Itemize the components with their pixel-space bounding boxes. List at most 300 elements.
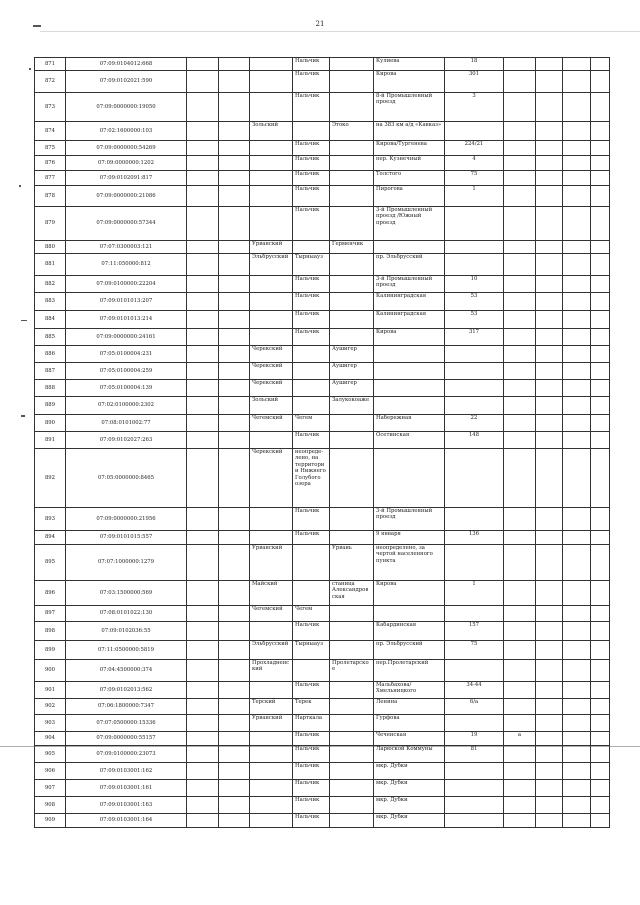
table-row <box>35 449 610 508</box>
empty-cell <box>536 508 563 531</box>
settlement-cell <box>330 780 374 797</box>
row-number-cell: 899 <box>35 641 66 660</box>
city-cell: Нальчик <box>293 508 330 531</box>
empty-cell <box>563 93 591 122</box>
table-row <box>35 171 610 186</box>
city-cell: Нальчик <box>293 329 330 346</box>
row-number-cell: 880 <box>35 241 66 254</box>
building-letter-cell <box>504 660 536 682</box>
row-number-cell: 889 <box>35 397 66 415</box>
empty-cell <box>219 797 250 814</box>
settlement-cell <box>330 449 374 508</box>
row-number-cell: 903 <box>35 715 66 732</box>
empty-cell <box>187 746 219 763</box>
district-cell <box>250 682 293 699</box>
street-cell: 3-й Промышленный проезд <box>374 276 445 293</box>
empty-cell <box>536 622 563 641</box>
building-letter-cell <box>504 58 536 71</box>
cadastral-number-cell: 07:05:0100004:231 <box>66 346 187 363</box>
building-number-cell <box>445 380 504 397</box>
empty-cell <box>591 397 610 415</box>
city-cell: Нальчик <box>293 186 330 207</box>
cadastral-number-cell: 07:09:0100000:22204 <box>66 276 187 293</box>
cadastral-number-cell: 07:09:0102021:590 <box>66 71 187 93</box>
settlement-cell <box>330 699 374 715</box>
empty-cell <box>563 763 591 780</box>
settlement-cell <box>330 141 374 156</box>
building-number-cell <box>445 207 504 241</box>
settlement-cell <box>330 311 374 329</box>
settlement-cell: станица Александровская <box>330 581 374 606</box>
empty-cell <box>187 93 219 122</box>
empty-cell <box>536 346 563 363</box>
empty-cell <box>591 545 610 581</box>
empty-cell <box>591 141 610 156</box>
building-letter-cell <box>504 380 536 397</box>
city-cell: Нальчик <box>293 732 330 746</box>
city-cell: Тырныауз <box>293 254 330 276</box>
empty-cell <box>563 746 591 763</box>
empty-cell <box>591 581 610 606</box>
empty-cell <box>187 380 219 397</box>
empty-cell <box>219 508 250 531</box>
settlement-cell <box>330 432 374 449</box>
building-number-cell <box>445 606 504 622</box>
settlement-cell: Пролетарское <box>330 660 374 682</box>
empty-cell <box>536 380 563 397</box>
settlement-cell <box>330 186 374 207</box>
empty-cell <box>563 293 591 311</box>
empty-cell <box>187 432 219 449</box>
building-number-cell: 81 <box>445 746 504 763</box>
building-number-cell <box>445 508 504 531</box>
empty-cell <box>591 93 610 122</box>
building-letter-cell <box>504 715 536 732</box>
table-row <box>35 715 610 732</box>
empty-cell <box>563 581 591 606</box>
empty-cell <box>536 186 563 207</box>
row-number-cell: 896 <box>35 581 66 606</box>
district-cell: Черекский <box>250 346 293 363</box>
empty-cell <box>591 780 610 797</box>
empty-cell <box>219 715 250 732</box>
district-cell <box>250 508 293 531</box>
district-cell: Черекский <box>250 363 293 380</box>
empty-cell <box>591 660 610 682</box>
city-cell: Терек <box>293 699 330 715</box>
building-number-cell: 18 <box>445 58 504 71</box>
row-number-cell: 885 <box>35 329 66 346</box>
empty-cell <box>187 311 219 329</box>
street-cell: мкр. Дубки <box>374 780 445 797</box>
building-number-cell: 53 <box>445 293 504 311</box>
building-number-cell: 1 <box>445 186 504 207</box>
row-number-cell: 907 <box>35 780 66 797</box>
building-letter-cell <box>504 682 536 699</box>
city-cell: Нальчик <box>293 622 330 641</box>
empty-cell <box>219 241 250 254</box>
district-cell <box>250 432 293 449</box>
district-cell <box>250 797 293 814</box>
empty-cell <box>187 363 219 380</box>
street-cell: Чеченская <box>374 732 445 746</box>
district-cell: Зольский <box>250 397 293 415</box>
empty-cell <box>536 545 563 581</box>
table-row <box>35 699 610 715</box>
street-cell: пр. Эльбрусский <box>374 254 445 276</box>
building-letter-cell <box>504 346 536 363</box>
empty-cell <box>219 622 250 641</box>
cadastral-number-cell: 07:08:0101002:77 <box>66 415 187 432</box>
empty-cell <box>591 241 610 254</box>
empty-cell <box>563 715 591 732</box>
empty-cell <box>219 432 250 449</box>
empty-cell <box>536 254 563 276</box>
empty-cell <box>219 276 250 293</box>
row-number-cell: 882 <box>35 276 66 293</box>
district-cell: Эльбрусский <box>250 641 293 660</box>
building-letter-cell <box>504 763 536 780</box>
empty-cell <box>563 346 591 363</box>
empty-cell <box>563 71 591 93</box>
city-cell: Нальчик <box>293 780 330 797</box>
empty-cell <box>536 415 563 432</box>
table-row <box>35 276 610 293</box>
table-row <box>35 58 610 71</box>
building-number-cell <box>445 346 504 363</box>
table-row <box>35 122 610 141</box>
settlement-cell: Урвань <box>330 545 374 581</box>
district-cell: Урванский <box>250 715 293 732</box>
empty-cell <box>219 186 250 207</box>
empty-cell <box>536 432 563 449</box>
row-number-cell: 883 <box>35 293 66 311</box>
settlement-cell <box>330 508 374 531</box>
building-letter-cell <box>504 122 536 141</box>
settlement-cell: Аушигер <box>330 363 374 380</box>
district-cell: Урванский <box>250 545 293 581</box>
row-number-cell: 900 <box>35 660 66 682</box>
empty-cell <box>591 797 610 814</box>
building-number-cell: 75 <box>445 641 504 660</box>
city-cell: неопреде-лено, на территории Нижнего Голубого озера <box>293 449 330 508</box>
row-number-cell: 886 <box>35 346 66 363</box>
building-number-cell: 224/21 <box>445 141 504 156</box>
table-row <box>35 207 610 241</box>
cadastral-number-cell: 07:07:0500000:15336 <box>66 715 187 732</box>
table-row <box>35 141 610 156</box>
building-letter-cell <box>504 254 536 276</box>
district-cell <box>250 71 293 93</box>
empty-cell <box>219 156 250 171</box>
building-number-cell: 3 <box>445 93 504 122</box>
empty-cell <box>563 380 591 397</box>
settlement-cell <box>330 58 374 71</box>
district-cell <box>250 732 293 746</box>
cadastral-number-cell: 07:03:1500000:569 <box>66 581 187 606</box>
cadastral-number-cell: 07:05:0100004:259 <box>66 363 187 380</box>
empty-cell <box>591 814 610 828</box>
empty-cell <box>219 545 250 581</box>
settlement-cell <box>330 71 374 93</box>
cadastral-number-cell: 07:05:0100004:139 <box>66 380 187 397</box>
city-cell: Нальчик <box>293 311 330 329</box>
settlement-cell: Аушигер <box>330 380 374 397</box>
city-cell <box>293 363 330 380</box>
building-letter-cell <box>504 141 536 156</box>
empty-cell <box>591 380 610 397</box>
empty-cell <box>536 156 563 171</box>
empty-cell <box>187 397 219 415</box>
empty-cell <box>219 531 250 545</box>
street-cell: Набережная <box>374 415 445 432</box>
city-cell: Нальчик <box>293 432 330 449</box>
building-number-cell: 4 <box>445 156 504 171</box>
city-cell: Нальчик <box>293 156 330 171</box>
empty-cell <box>187 699 219 715</box>
empty-cell <box>187 207 219 241</box>
empty-cell <box>563 449 591 508</box>
empty-cell <box>563 141 591 156</box>
empty-cell <box>536 58 563 71</box>
city-cell: Нальчик <box>293 171 330 186</box>
settlement-cell <box>330 171 374 186</box>
district-cell <box>250 531 293 545</box>
building-number-cell: 1 <box>445 581 504 606</box>
register-table-body <box>35 58 610 828</box>
scan-artifact-mark <box>19 185 21 187</box>
empty-cell <box>187 814 219 828</box>
cadastral-number-cell: 07:09:0104012:668 <box>66 58 187 71</box>
settlement-cell: Этоко <box>330 122 374 141</box>
empty-cell <box>187 186 219 207</box>
building-letter-cell <box>504 311 536 329</box>
district-cell: Чегемский <box>250 415 293 432</box>
empty-cell <box>219 329 250 346</box>
district-cell <box>250 814 293 828</box>
building-number-cell: 10 <box>445 276 504 293</box>
building-number-cell <box>445 797 504 814</box>
district-cell <box>250 58 293 71</box>
street-cell: Кирова <box>374 329 445 346</box>
table-row <box>35 746 610 763</box>
building-number-cell: 136 <box>445 531 504 545</box>
district-cell: Чегемский <box>250 606 293 622</box>
empty-cell <box>536 276 563 293</box>
building-number-cell: 301 <box>445 71 504 93</box>
cadastral-number-cell: 07:09:0103001:161 <box>66 780 187 797</box>
street-cell: 8-й Промышленный проезд <box>374 93 445 122</box>
empty-cell <box>563 531 591 545</box>
scan-artifact-mark <box>21 415 25 417</box>
empty-cell <box>536 171 563 186</box>
table-row <box>35 346 610 363</box>
empty-cell <box>591 311 610 329</box>
table-row <box>35 432 610 449</box>
empty-cell <box>187 780 219 797</box>
city-cell: Нальчик <box>293 814 330 828</box>
row-number-cell: 876 <box>35 156 66 171</box>
empty-cell <box>591 71 610 93</box>
empty-cell <box>536 732 563 746</box>
empty-cell <box>187 508 219 531</box>
empty-cell <box>591 432 610 449</box>
cadastral-number-cell: 07:09:0101013:214 <box>66 311 187 329</box>
building-letter-cell <box>504 581 536 606</box>
scan-artifact-mark <box>29 68 31 70</box>
empty-cell <box>536 660 563 682</box>
row-number-cell: 908 <box>35 797 66 814</box>
building-letter-cell <box>504 329 536 346</box>
street-cell <box>374 449 445 508</box>
street-cell: 9 января <box>374 531 445 545</box>
street-cell: Ленина <box>374 699 445 715</box>
cadastral-number-cell: 07:09:0103001:163 <box>66 797 187 814</box>
building-number-cell: 19 <box>445 732 504 746</box>
street-cell: Кирова <box>374 71 445 93</box>
empty-cell <box>591 363 610 380</box>
row-number-cell: 897 <box>35 606 66 622</box>
empty-cell <box>187 581 219 606</box>
empty-cell <box>187 171 219 186</box>
empty-cell <box>187 682 219 699</box>
settlement-cell <box>330 814 374 828</box>
building-number-cell <box>445 763 504 780</box>
table-row <box>35 545 610 581</box>
district-cell <box>250 780 293 797</box>
street-cell: Кирова/Тургенева <box>374 141 445 156</box>
settlement-cell <box>330 682 374 699</box>
building-number-cell <box>445 715 504 732</box>
empty-cell <box>219 732 250 746</box>
district-cell <box>250 141 293 156</box>
street-cell <box>374 397 445 415</box>
street-cell <box>374 363 445 380</box>
settlement-cell <box>330 622 374 641</box>
empty-cell <box>187 329 219 346</box>
empty-cell <box>563 186 591 207</box>
table-row <box>35 606 610 622</box>
row-number-cell: 901 <box>35 682 66 699</box>
empty-cell <box>563 122 591 141</box>
street-cell: пер.Пролетарский <box>374 660 445 682</box>
building-letter-cell <box>504 508 536 531</box>
district-cell <box>250 186 293 207</box>
settlement-cell <box>330 293 374 311</box>
row-number-cell: 893 <box>35 508 66 531</box>
table-row <box>35 732 610 746</box>
empty-cell <box>187 122 219 141</box>
empty-cell <box>187 641 219 660</box>
building-number-cell: 53 <box>445 311 504 329</box>
empty-cell <box>563 641 591 660</box>
row-number-cell: 884 <box>35 311 66 329</box>
table-row <box>35 660 610 682</box>
empty-cell <box>591 763 610 780</box>
city-cell <box>293 397 330 415</box>
empty-cell <box>536 763 563 780</box>
empty-cell <box>536 699 563 715</box>
empty-cell <box>563 397 591 415</box>
district-cell <box>250 622 293 641</box>
empty-cell <box>219 415 250 432</box>
empty-cell <box>187 449 219 508</box>
district-cell: Терский <box>250 699 293 715</box>
empty-cell <box>187 156 219 171</box>
building-letter-cell <box>504 432 536 449</box>
street-cell: Кирова <box>374 581 445 606</box>
table-row <box>35 186 610 207</box>
table-row <box>35 797 610 814</box>
building-number-cell: 157 <box>445 622 504 641</box>
street-cell: Ларюской Коммуны <box>374 746 445 763</box>
street-cell: 3-й Промышленный проезд /Южный проезд <box>374 207 445 241</box>
street-cell: мкр. Дубки <box>374 763 445 780</box>
empty-cell <box>219 254 250 276</box>
table-row <box>35 508 610 531</box>
row-number-cell: 902 <box>35 699 66 715</box>
building-number-cell <box>445 122 504 141</box>
row-number-cell: 898 <box>35 622 66 641</box>
cadastral-number-cell: 07:07:0300003:121 <box>66 241 187 254</box>
row-number-cell: 877 <box>35 171 66 186</box>
building-number-cell: 148 <box>445 432 504 449</box>
building-number-cell: 22 <box>445 415 504 432</box>
empty-cell <box>187 293 219 311</box>
empty-cell <box>563 156 591 171</box>
cadastral-number-cell: 07:09:0102036:55 <box>66 622 187 641</box>
settlement-cell <box>330 254 374 276</box>
empty-cell <box>591 171 610 186</box>
empty-cell <box>536 71 563 93</box>
empty-cell <box>536 293 563 311</box>
empty-cell <box>219 814 250 828</box>
row-number-cell: 905 <box>35 746 66 763</box>
building-letter-cell <box>504 171 536 186</box>
district-cell <box>250 293 293 311</box>
city-cell: Нальчик <box>293 293 330 311</box>
empty-cell <box>219 311 250 329</box>
cadastral-number-cell: 07:09:0000000:55157 <box>66 732 187 746</box>
empty-cell <box>219 763 250 780</box>
empty-cell <box>536 581 563 606</box>
empty-cell <box>219 682 250 699</box>
building-letter-cell <box>504 545 536 581</box>
street-cell: неопределено, за чертой населенного пункта <box>374 545 445 581</box>
cadastral-number-cell: 07:09:0000000:21086 <box>66 186 187 207</box>
empty-cell <box>563 508 591 531</box>
building-number-cell: 34-44 <box>445 682 504 699</box>
empty-cell <box>219 207 250 241</box>
city-cell <box>293 346 330 363</box>
building-letter-cell <box>504 156 536 171</box>
street-cell <box>374 380 445 397</box>
building-letter-cell <box>504 814 536 828</box>
empty-cell <box>187 606 219 622</box>
empty-cell <box>591 415 610 432</box>
row-number-cell: 871 <box>35 58 66 71</box>
building-number-cell: 317 <box>445 329 504 346</box>
city-cell: Нальчик <box>293 682 330 699</box>
street-cell: Толстого <box>374 171 445 186</box>
city-cell: Чегем <box>293 606 330 622</box>
district-cell <box>250 311 293 329</box>
empty-cell <box>563 545 591 581</box>
empty-cell <box>187 346 219 363</box>
table-row <box>35 71 610 93</box>
building-letter-cell <box>504 71 536 93</box>
district-cell <box>250 276 293 293</box>
